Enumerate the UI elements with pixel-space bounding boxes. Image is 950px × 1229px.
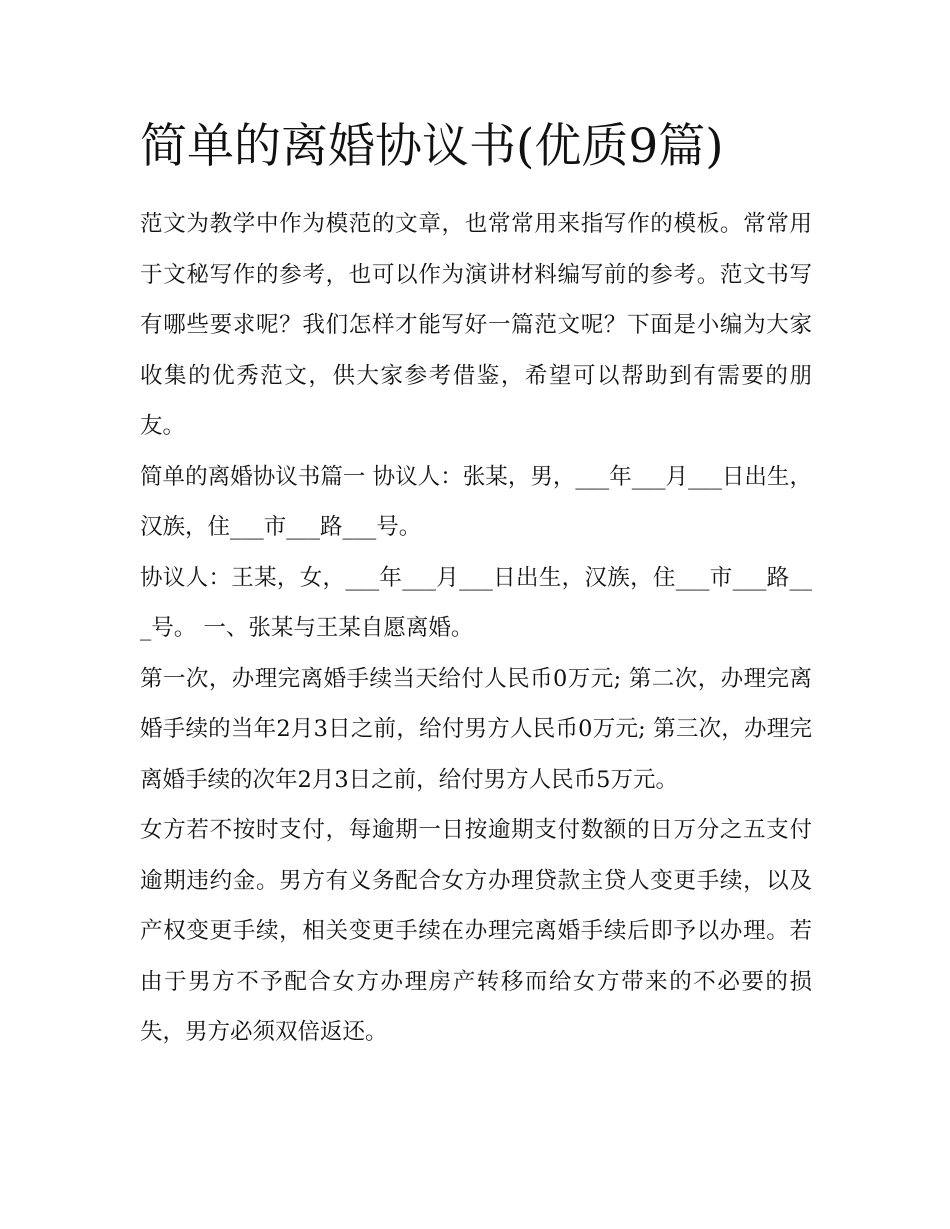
intro-paragraph: 范文为教学中作为模范的文章，也常常用来指写作的模板。常常用于文秘写作的参考，也可以作为演讲材料编写前的参考。范文书写有哪些要求呢？我们怎样才能写好一篇范文呢？下面是小编为大家收集的优秀范文，供大家参考借鉴，希望可以帮助到有需要的朋友。 <box>140 211 812 439</box>
payment-schedule-paragraph: 第一次，办理完离婚手续当天给付人民币0万元; 第二次，办理完离婚手续的当年2月3日之前，给付男方人民币0万元; 第三次，办理完离婚手续的次年2月3日之前，给付男方人民币5万元。 <box>140 665 812 793</box>
penalty-paragraph: 女方若不按时支付，每逾期一日按逾期支付数额的日万分之五支付逾期违约金。男方有义务配合女方办理贷款主贷人变更手续，以及产权变更手续，相关变更手续在办理完离婚手续后即予以办理。若由于男方不予配合女方办理房产转移而给女方带来的不必要的损失，男方必须双倍返还。 <box>140 817 812 1045</box>
party-one-paragraph: 简单的离婚协议书篇一 协议人：张某，男，___年___月___日出生，汉族，住___市___路___号。 <box>140 463 812 540</box>
party-two-paragraph: 协议人：王某，女，___年___月___日出生，汉族，住___市___路___号。 一、张某与王某自愿离婚。 <box>140 564 812 641</box>
document-body <box>140 199 812 1058</box>
document-title: 简单的离婚协议书(优质9篇) <box>140 119 724 174</box>
